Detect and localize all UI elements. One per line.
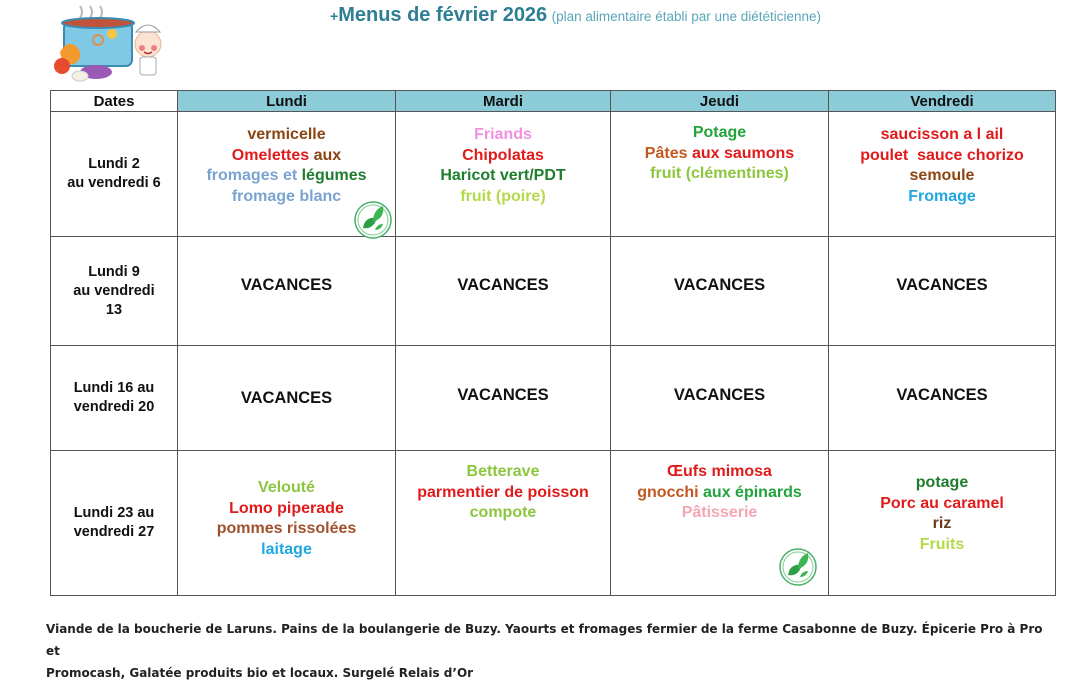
column-header-vendredi: Vendredi <box>829 91 1056 112</box>
menu-item-text: Pâtes <box>644 144 692 162</box>
menu-cell-mardi <box>396 451 611 596</box>
menu-item-text: vermicelle <box>247 126 326 143</box>
vacation-cell-lundi <box>178 237 396 346</box>
dates-line: au vendredi 6 <box>67 175 161 191</box>
menu-item-text: Potage <box>692 124 747 142</box>
menu-item <box>829 535 1055 556</box>
menu-cell-jeudi <box>611 112 829 237</box>
table-header-row <box>51 91 1056 112</box>
menu-item <box>829 494 1055 515</box>
menu-item <box>396 483 610 504</box>
title-subtitle: (plan alimentaire établi par une diététicienne) <box>551 9 822 24</box>
menu-item <box>829 514 1055 535</box>
menu-cell-jeudi <box>611 451 829 596</box>
menu-item <box>611 462 828 483</box>
menu-item <box>178 146 395 167</box>
menu-item-text: potage <box>915 474 969 491</box>
menu-item <box>611 503 828 524</box>
table-row <box>51 237 1056 346</box>
menu-cell-lundi <box>178 451 396 596</box>
column-header-lundi: Lundi <box>178 91 396 112</box>
cooking-pot-chef-logo <box>50 4 168 84</box>
menu-item-text: aux épinards <box>703 483 802 501</box>
dates-cell <box>51 346 178 451</box>
vacation-cell-mardi <box>396 346 611 451</box>
menu-item-text: Œufs mimosa <box>667 463 772 481</box>
menu-item-text: Pâtisserie <box>681 504 758 522</box>
title-plus: + <box>330 8 339 24</box>
menu-item-text: saucisson a l ail <box>880 126 1004 143</box>
vacation-label: VACANCES <box>240 275 333 294</box>
menu-item-text: fruit (clémentines) <box>650 165 789 183</box>
menu-item-text: aux saumons <box>691 144 795 162</box>
vacation-label: VACANCES <box>673 275 766 294</box>
dates-line: Lundi 2 <box>88 156 140 172</box>
dates-line: vendredi 27 <box>73 524 155 540</box>
menu-item <box>611 123 828 144</box>
menu-item-text: Velouté <box>258 479 315 496</box>
menu-item-text: fromages et <box>206 167 302 184</box>
suppliers-note <box>46 618 1046 684</box>
menu-item-text: Lomo piperade <box>229 499 344 517</box>
menu-item-text: Chipolatas <box>462 146 544 164</box>
table-row <box>51 346 1056 451</box>
vacation-label: VACANCES <box>457 385 549 404</box>
column-header-mardi: Mardi <box>396 91 611 112</box>
menu-item <box>178 125 395 146</box>
vacation-label: VACANCES <box>457 275 549 294</box>
vacation-cell-lundi <box>178 346 396 451</box>
dates-cell <box>51 112 178 237</box>
vacation-cell-vendredi <box>829 346 1056 451</box>
menu-item-text: Omelettes <box>231 146 314 164</box>
suppliers-note-line-1: Viande de la boucherie de Laruns. Pains de la boulangerie de Buzy. Yaourts et fromages fermier de la ferme Casabonne de Buzy. Épicerie Pro à Pro et <box>46 622 1043 658</box>
menu-item-text: Fromage <box>908 187 976 205</box>
vacation-cell-mardi <box>396 237 611 346</box>
table-row <box>51 451 1056 596</box>
menu-item-text: parmentier de poisson <box>417 483 589 501</box>
column-header-dates: Dates <box>51 91 178 112</box>
vacation-cell-jeudi <box>611 237 829 346</box>
vacation-label: VACANCES <box>240 388 333 407</box>
menu-item-text: Fruits <box>919 535 965 553</box>
vacation-label: VACANCES <box>896 385 988 404</box>
title-main: Menus de février 2026 <box>338 4 548 26</box>
vacation-cell-jeudi <box>611 346 829 451</box>
menu-cell-vendredi <box>829 451 1056 596</box>
table-row <box>51 112 1056 237</box>
menu-item-text: aux <box>313 146 342 164</box>
menu-item <box>178 166 395 187</box>
menu-item-text: Haricot vert/PDT <box>440 167 566 184</box>
vegetarian-badge-icon <box>353 200 393 240</box>
menu-item-text: Porc au caramel <box>880 494 1004 512</box>
menu-item <box>829 125 1055 146</box>
dates-line: Lundi 23 au <box>73 505 155 521</box>
vacation-label: VACANCES <box>673 385 766 404</box>
menu-item <box>611 483 828 504</box>
menu-item-text: poulet sauce chorizo <box>860 146 1024 164</box>
dates-cell <box>51 237 178 346</box>
dates-line: Lundi 9 <box>88 263 140 280</box>
menu-item <box>396 146 610 167</box>
dates-line: Lundi 16 au <box>73 380 155 396</box>
menu-item <box>829 473 1055 494</box>
menu-item <box>396 462 610 483</box>
menu-item-text: gnocchi <box>637 483 704 501</box>
dates-line: au vendredi <box>73 282 155 299</box>
menu-item-text: laitage <box>261 540 312 558</box>
menu-item <box>829 166 1055 187</box>
menu-item <box>396 125 610 146</box>
menu-item-text: fromage blanc <box>231 187 342 205</box>
column-header-jeudi: Jeudi <box>611 91 829 112</box>
dates-cell <box>51 451 178 596</box>
suppliers-note-line-2: Promocash, Galatée produits bio et locaux. Surgelé Relais d’Or <box>46 666 474 680</box>
page-title <box>330 4 950 27</box>
menu-item <box>611 144 828 165</box>
menu-cell-lundi <box>178 112 396 237</box>
menu-item <box>396 187 610 208</box>
menu-item-text: Betterave <box>466 463 540 481</box>
menu-item <box>178 519 395 540</box>
menu-item <box>178 540 395 561</box>
dates-line: vendredi 20 <box>73 399 155 415</box>
menu-item <box>611 164 828 185</box>
vacation-label: VACANCES <box>896 275 988 294</box>
vacation-cell-vendredi <box>829 237 1056 346</box>
menu-item-text: Friands <box>474 126 532 143</box>
dates-line: 13 <box>105 301 123 318</box>
menu-item-text: semoule <box>909 167 975 184</box>
menu-item-text: légumes <box>301 167 367 184</box>
menu-item <box>829 187 1055 208</box>
menu-table <box>50 90 1056 596</box>
menu-item-text: fruit (poire) <box>460 187 546 205</box>
vegetarian-badge-icon <box>778 547 818 587</box>
menu-item <box>396 166 610 187</box>
cooking-pot-icon <box>50 4 168 84</box>
menu-item-text: riz <box>932 515 952 532</box>
menu-item <box>178 478 395 499</box>
menu-item <box>178 499 395 520</box>
menu-item <box>829 146 1055 167</box>
menu-item <box>396 503 610 524</box>
menu-cell-mardi <box>396 112 611 237</box>
menu-item-text: compote <box>469 504 537 522</box>
menu-cell-vendredi <box>829 112 1056 237</box>
menu-item-text: pommes rissolées <box>216 520 357 537</box>
